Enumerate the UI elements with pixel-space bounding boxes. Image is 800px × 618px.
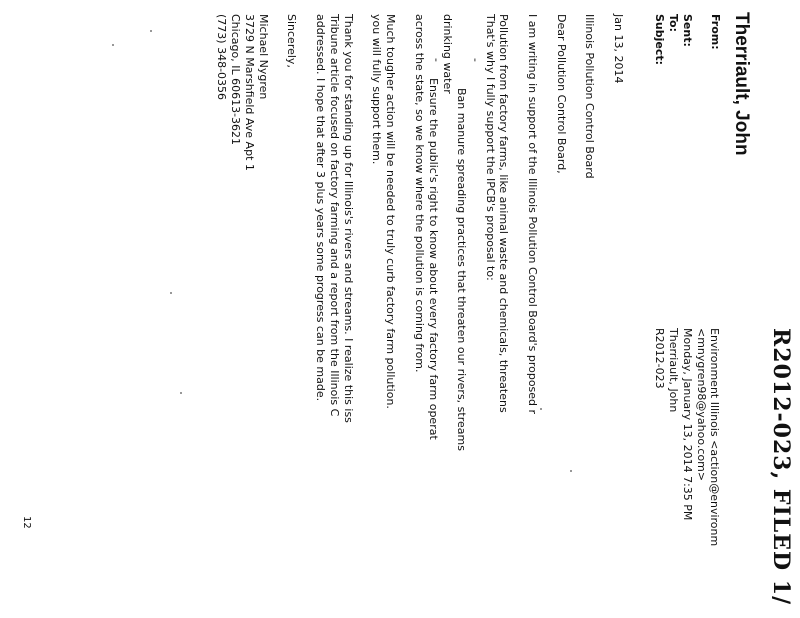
page-number: 12 xyxy=(21,516,32,529)
scan-speck xyxy=(570,470,572,472)
bullet-2-marker: - xyxy=(430,58,443,62)
sent-value: Monday, January 13, 2014 7:35 PM xyxy=(681,328,694,521)
salutation: Dear Pollution Control Board, xyxy=(555,14,568,174)
signature-name: Michael Nygren xyxy=(257,14,270,100)
call-to-action-line-2: you will fully support them. xyxy=(370,14,383,165)
from-value-line-1: Environment Illinois <action@environm xyxy=(708,328,721,547)
thanks-line-2: Tribune article focused on factory farming and a report from the Illinois C xyxy=(328,14,341,417)
from-label: From: xyxy=(709,14,722,50)
intro-line-3: That's why I fully support the IPCB's proposal to: xyxy=(484,14,497,281)
signature-street: 3729 N Marshfield Ave Apt 1 xyxy=(243,14,256,171)
thanks-line-3: addressed. I hope that after 3 plus years some progress can be made. xyxy=(314,14,327,402)
thanks-line-1: Thank you for standing up for Illinois's rivers and streams. I realize this iss xyxy=(342,14,355,423)
sent-label: Sent: xyxy=(681,14,694,47)
scan-speck xyxy=(180,392,182,394)
bullet-2-line-2: across the state, so we know where the pollution is coming from. xyxy=(413,14,426,373)
signature-city: Chicago, IL 60613-3621 xyxy=(229,14,242,146)
scan-speck xyxy=(170,292,172,294)
from-value-line-2: <mnygren98@yahoo.com> xyxy=(695,328,708,482)
intro-line-1: I am writing in support of the Illinois Pollution Control Board's proposed r xyxy=(526,14,539,415)
closing: Sincerely, xyxy=(285,14,298,68)
letter-date: Jan 13, 2014 xyxy=(612,14,625,84)
intro-line-2: Pollution from factory farms, like animal waste and chemicals, threatens xyxy=(497,14,510,413)
bullet-2-line-1: Ensure the public's right to know about every factory farm operat xyxy=(427,78,440,440)
scan-speck xyxy=(150,30,152,32)
sender-name: Therriault, John xyxy=(731,12,752,156)
call-to-action-line-1: Much tougher action will be needed to truly curb factory farm pollution. xyxy=(384,14,397,409)
scan-speck xyxy=(540,408,542,410)
docket-stamp: R2012-023, FILED 1/ xyxy=(768,328,794,606)
bullet-1-line-2: drinking water xyxy=(441,14,454,94)
scan-speck xyxy=(112,44,114,46)
bullet-1-line-1: Ban manure spreading practices that threaten our rivers, streams xyxy=(455,88,468,451)
subject-label: Subject: xyxy=(653,14,666,66)
subject-value: R2012-023 xyxy=(653,328,666,389)
to-label: To: xyxy=(667,14,680,32)
to-value: Therriault, John xyxy=(667,328,680,413)
recipient-line: Illinois Pollution Control Board xyxy=(583,14,596,179)
bullet-1-marker: - xyxy=(469,58,482,62)
signature-phone: (773) 348-0356 xyxy=(215,14,228,101)
